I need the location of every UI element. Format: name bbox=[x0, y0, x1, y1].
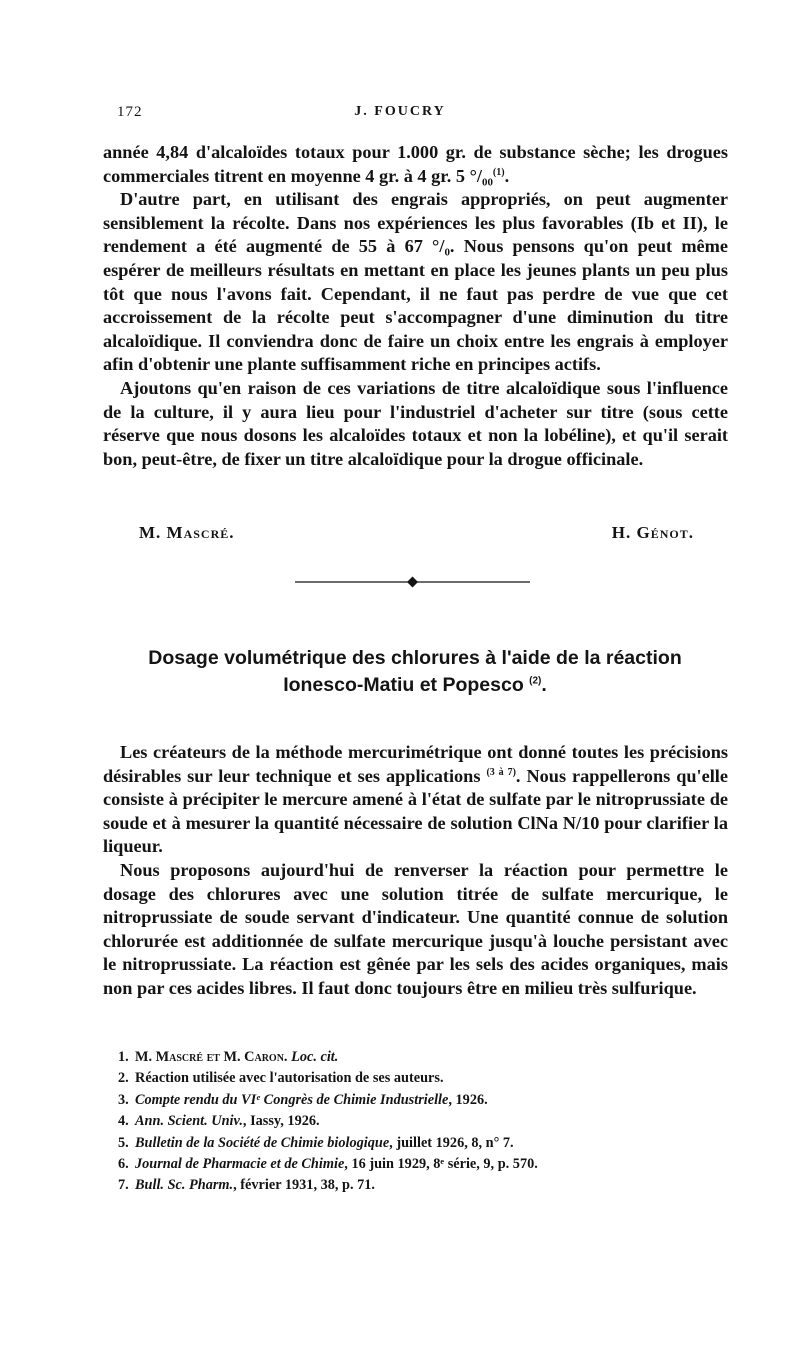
article-body bbox=[103, 741, 728, 1001]
footnote: 1. M. Mascré et M. Caron. Loc. cit. bbox=[118, 1049, 339, 1065]
footnote: 3. Compte rendu du VIᵉ Congrès de Chimie Industrielle, 1926. bbox=[118, 1091, 488, 1108]
paragraph: D'autre part, en utilisant des engrais appropriés, on peut augmenter sensiblement la récolte. Dans nos expériences les plus favorables (Ib et II), le rendement a été augmenté de 55 à 67 °/₀. Nous pensons qu'on peut même espérer de meilleurs résultats en mettant en place les jeunes plants un peu plus tôt que nous l'avons fait. Cependant, il ne faut pas perdre de vue que cet accroissement de la récolte peut s'accompagner d'une diminution du titre alcaloïdique. Il conviendra donc de faire un choix entre les engrais à employer afin d'obtenir une plante suffisamment riche en principes actifs. bbox=[103, 189, 728, 375]
footnote: 5. Bulletin de la Société de Chimie biologique, juillet 1926, 8, n° 7. bbox=[118, 1134, 514, 1151]
footnote-ref[interactable]: (2) bbox=[529, 675, 542, 687]
diamond-ornament-icon bbox=[407, 577, 418, 588]
intro-section bbox=[103, 141, 728, 471]
running-head: J. FOUCRY bbox=[354, 104, 446, 119]
paragraph: Les créateurs de la méthode mercurimétrique ont donné toutes les précisions désirables sur leur technique et ses applications $^{(3 à 7)}$. Nous rappellerons qu'elle consiste à précipiter le mercure amené à l'état de sulfate par le nitroprussiate de soude et à mesurer la quantité nécessaire de solution ClNa N/10 pour clarifier la liqueur. bbox=[103, 742, 728, 857]
footnote: 6. Journal de Pharmacie et de Chimie, 16 juin 1929, 8ᵉ série, 9, p. 570. bbox=[118, 1156, 538, 1173]
page-number: 172 bbox=[117, 104, 143, 120]
footnote: 4. Ann. Scient. Univ., Iassy, 1926. bbox=[118, 1113, 320, 1130]
footnotes bbox=[118, 1047, 718, 1197]
section-divider bbox=[295, 576, 530, 588]
paragraph: Nous proposons aujourd'hui de renverser la réaction pour permettre le dosage des chlorures avec une solution titrée de sulfate mercurique, le nitroprussiate de soude servant d'indicateur. Une quantité connue de solution chlorurée est additionnée de sulfate mercurique jusqu'à louche persistant avec le nitroprussiate. La réaction est gênée par les sels des acides organiques, mais non par ces acides libres. Il faut donc toujours être en milieu très sulfurique. bbox=[103, 859, 728, 998]
footnote-ref[interactable]: (3 à 7) bbox=[486, 766, 516, 778]
footnote: 7. Bull. Sc. Pharm., février 1931, 38, p. 71. bbox=[118, 1177, 376, 1194]
footnote: 2. Réaction utilisée avec l'autorisation de ses auteurs. bbox=[118, 1070, 444, 1087]
paragraph: année 4,84 d'alcaloïdes totaux pour 1.000 gr. de substance sèche; les drogues commerciales titrent en moyenne 4 gr. à 4 gr. 5 °/₀₀$^{(1)}$. bbox=[103, 142, 728, 186]
signature-left: M. Mascré. bbox=[139, 523, 235, 542]
footnote-ref[interactable]: (1) bbox=[492, 166, 505, 178]
signature-right: H. Génot. bbox=[611, 523, 694, 542]
paragraph: Ajoutons qu'en raison de ces variations de titre alcaloïdique sous l'influence de la culture, il y aura lieu pour l'industriel d'acheter sur titre (sous cette réserve que nous dosons les alcaloïdes totaux et non la lobéline), et qu'il serait bon, peut-être, de fixer un titre alcaloïdique pour la drogue officinale. bbox=[103, 377, 728, 469]
article-title: Dosage volumétrique des chlorures à l'aide de la réaction Ionesco-Matiu et Popesco $^{(2)}$. bbox=[148, 647, 682, 696]
